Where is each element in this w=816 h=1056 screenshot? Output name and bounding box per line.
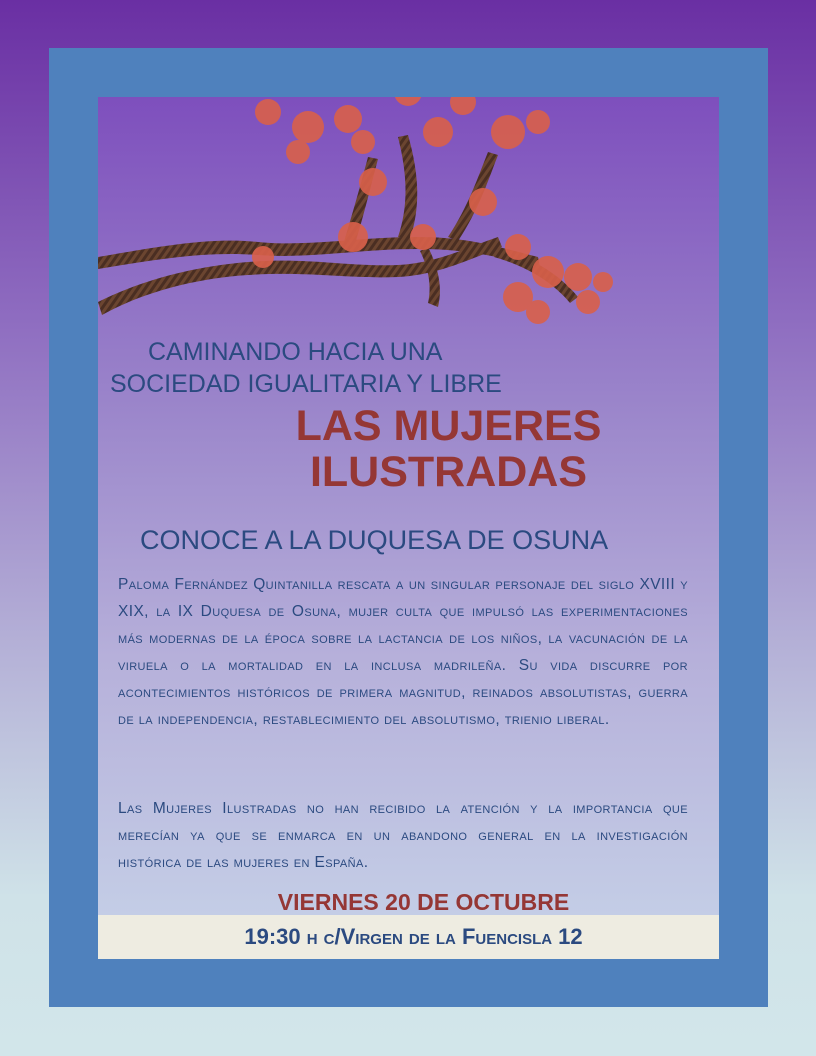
main-title-line-2: ILUSTRADAS [309,448,588,496]
event-date: VIERNES 20 DE OCTUBRE [277,889,570,915]
subtitle-line-1: CAMINANDO HACIA UNA [148,338,443,366]
main-title [98,403,719,495]
section-title: CONOCE A LA DUQUESA DE OSUNA [140,525,609,555]
address-bar [98,915,719,959]
body-paragraph-1: Paloma Fernández Quintanilla rescata a un singular personaje del siglo XVIII y XIX, la IX Duquesa de Osuna, mujer culta que impulsó las experimentaciones más modernas de la época sobre la lactancia de los niños, la vacunación de la viruela o la mortalidad en la inclusa madrileña. Su vida discurre por acontecimientos históricos de primera magnitud, reinados absolutistas, guerra de la independencia, restablecimiento del absolutismo, trienio liberal. [118,576,688,728]
body-paragraph-2: Las Mujeres Ilustradas no han recibido la atención y la importancia que merecían ya que se enmarca en un abandono general en la investigación histórica de las mujeres en España. [118,800,688,871]
blossom-branch-icon [98,97,719,367]
event-time-place: 19:30 h c/Virgen de la Fuencisla 12 [244,924,583,949]
main-title-line-1: LAS MUJERES [295,402,602,450]
subtitle-line-2: SOCIEDAD IGUALITARIA Y LIBRE [110,370,502,398]
poster-panel [98,97,719,959]
